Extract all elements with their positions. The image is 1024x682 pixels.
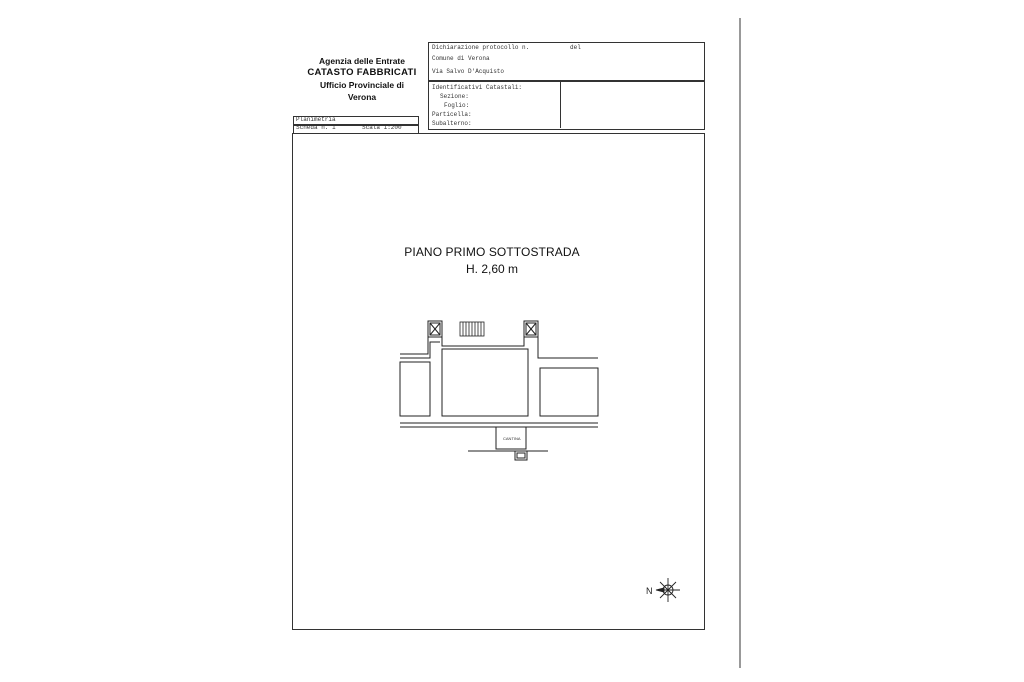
particella-label: Particella:: [432, 111, 472, 118]
catasto-title: CATASTO FABBRICATI: [307, 67, 417, 78]
building-walls: [400, 337, 598, 460]
office-name: Ufficio Provinciale di: [319, 80, 405, 90]
shaft-left: [428, 321, 442, 337]
planimetria-label: Planimetria: [296, 116, 336, 123]
scheda-label: Scheda n. 1: [296, 124, 336, 131]
office-city: Verona: [347, 92, 377, 102]
sezione-label: Sezione:: [440, 93, 469, 100]
del-label: del: [570, 44, 581, 51]
plan-title: PIANO PRIMO SOTTOSTRADA: [404, 245, 580, 259]
dichiarazione-label: Dichiarazione protocollo n.: [432, 44, 530, 51]
north-label: N: [646, 586, 653, 596]
subalterno-label: Subalterno:: [432, 120, 472, 127]
comune-label: Comune di Verona: [432, 55, 490, 62]
via-label: Via Salvo D'Acquisto: [432, 68, 505, 75]
agency-name: Agenzia delle Entrate: [319, 56, 405, 66]
cantina-label: CANTINA: [503, 436, 521, 441]
scala-label: Scala 1:200: [362, 124, 402, 131]
stair-icon: [460, 322, 484, 336]
plan-height: H. 2,60 m: [465, 262, 519, 276]
north-arrow-icon: [656, 578, 680, 602]
identificativi-label: Identificativi Catastali:: [432, 84, 523, 91]
foglio-label: Foglio:: [444, 102, 470, 109]
shaft-right: [524, 321, 538, 337]
